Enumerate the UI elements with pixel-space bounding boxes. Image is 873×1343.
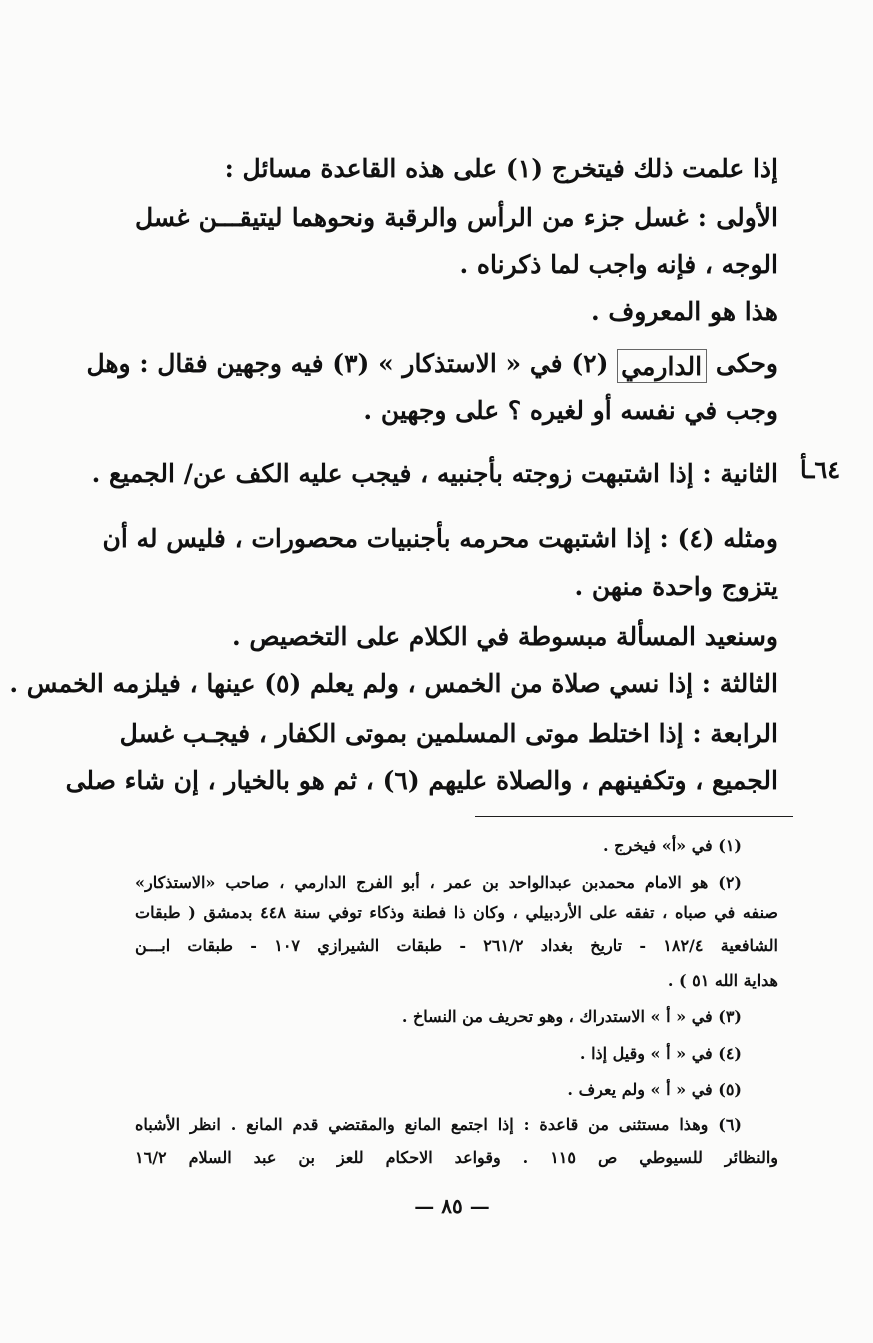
footnote-line: الشافعية ١٨٢/٤ - تاريخ بغداد ٢٦١/٢ - طبقات الشيرازي ١٠٧ - طبقات ابـــن [135,936,778,955]
body-line: هذا هو المعروف . [590,297,778,326]
footnote-line: (٦) وهذا مستثنى من قاعدة : إذا اجتمع المانع والمقتضي قدم المانع . انظر الأشباه [135,1115,742,1134]
body-line: الثالثة : إذا نسي صلاة من الخمس ، ولم يعلم (٥) عينها ، فيلزمه الخمس . [9,669,778,698]
body-line-darimi [86,341,778,387]
footnote-line: (٢) هو الامام محمدبن عبدالواحد بن عمر ، أبو الفرج الدارمي ، صاحب «الاستذكار» [135,873,742,892]
body-line: الأولى : غسل جزء من الرأس والرقبة ونحوهما ليتيقـــن غسل [135,203,778,232]
body-line: يتزوج واحدة منهن . [574,572,778,601]
footnote-line: والنظائر للسيوطي ص ١١٥ . وقواعد الاحكام للعز بن عبد السلام ١٦/٢ [135,1148,778,1167]
body-line: وسنعيد المسألة مبسوطة في الكلام على التخصيص . [231,622,778,651]
text-before-box: وحكى [715,349,778,378]
body-line: الثانية : إذا اشتبهت زوجته بأجنبيه ، فيجب عليه الكف عن/ الجميع . [91,459,778,488]
footnote-line: (٣) في « أ » الاستدراك ، وهو تحريف من النساخ . [401,1007,742,1026]
body-line: ومثله (٤) : إذا اشتبهت محرمه بأجنبيات محصورات ، فليس له أن [102,524,778,553]
text-after-box: (٢) في « الاستذكار » (٣) فيه وجهين فقال : وهل [86,349,609,378]
page-number: — ٨٥ — [414,1194,490,1218]
footnote-line: (١) في «أ» فيخرج . [603,836,742,855]
footnote-divider [475,816,793,817]
margin-folio-marker: ٦٤ـأ [800,455,841,484]
body-line: إذا علمت ذلك فيتخرج (١) على هذه القاعدة مسائل : [224,154,778,183]
footnote-line: صنفه في صباه ، تفقه على الأردبيلي ، وكان ذا فطنة وذكاء توفي سنة ٤٤٨ بدمشق ( طبقات [135,903,779,922]
main-text [9,146,778,796]
footnote-line: (٤) في « أ » وقيل إذا . [579,1044,742,1063]
body-line: وجب في نفسه أو لغيره ؟ على وجهين . [363,396,778,425]
footnote-line: (٥) في « أ » ولم يعرف . [567,1080,742,1099]
body-line: الجميع ، وتكفينهم ، والصلاة عليهم (٦) ، ثم هو بالخيار ، إن شاء صلى [65,766,778,795]
body-line: الرابعة : إذا اختلط موتى المسلمين بموتى الكفار ، فيجـب غسل [119,719,778,748]
boxed-word: الدارمي [617,349,707,383]
body-line: الوجه ، فإنه واجب لما ذكرناه . [459,250,778,279]
footnote-line: هداية الله ٥١ ) . [667,971,778,990]
